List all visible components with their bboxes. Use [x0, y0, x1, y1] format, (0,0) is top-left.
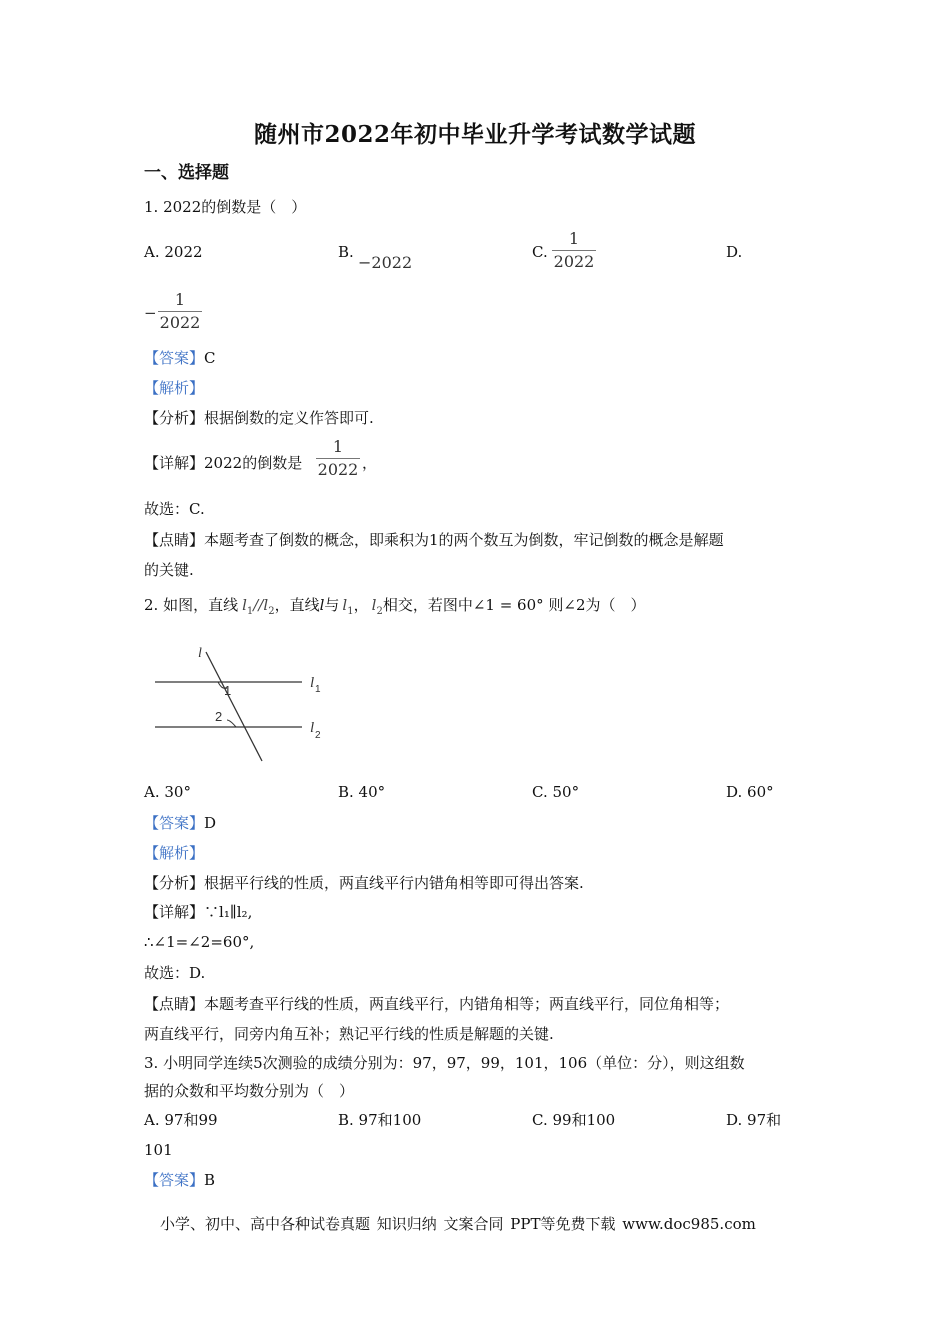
q2-option-b: B. 40°	[338, 783, 386, 801]
fraction-numerator: 1	[174, 290, 186, 309]
q1-xiangjie	[144, 453, 302, 473]
q1-option-b-value: −2022	[358, 253, 413, 272]
q2-option-c: C. 50°	[532, 783, 580, 801]
var-l: l	[319, 596, 325, 614]
answer-tag: 【答案】	[144, 1171, 205, 1189]
q3-option-a: A. 97和99	[144, 1111, 218, 1129]
xiangjie-tag: 【详解】	[144, 903, 205, 921]
q2-fenxi	[144, 873, 584, 893]
stem-text: 相交，若图中∠1 = 60° 则∠2为（ ）	[382, 596, 646, 614]
xiangjie-text: 2022的倒数是	[204, 454, 303, 472]
page-footer: 小学、初中、高中各种试卷真题 知识归纳 文案合同 PPT等免费下载 www.doc985.com	[160, 1215, 756, 1233]
page-title: 随州市2022年初中毕业升学考试数学试题	[253, 121, 696, 148]
q1-fenxi	[144, 408, 374, 428]
q2-dianjing-cont: 两直线平行，同旁内角互补；熟记平行线的性质是解题的关键.	[144, 1025, 554, 1043]
xiangjie-tag: 【详解】	[144, 454, 205, 472]
q1-option-d-sign: −	[144, 304, 157, 322]
var-l1: l	[242, 596, 247, 614]
fraction-denominator: 2022	[317, 460, 359, 479]
stem-text: 与	[324, 596, 340, 614]
q2-option-a: A. 30°	[144, 783, 191, 801]
dianjing-tag: 【点睛】	[144, 995, 205, 1013]
label-l2-sub: 2	[315, 730, 321, 741]
fraction-denominator: 2022	[159, 313, 201, 332]
section-heading: 一、选择题	[144, 163, 229, 183]
q3-option-c: C. 99和100	[532, 1111, 616, 1129]
q2-stem	[144, 595, 646, 622]
label-angle-1: 1	[224, 683, 232, 698]
fraction-denominator: 2022	[553, 252, 595, 271]
var-l2: l	[371, 596, 377, 614]
fenxi-text: 根据平行线的性质，两直线平行内错角相等即可得出答案.	[204, 874, 584, 892]
q3-stem-cont: 据的众数和平均数分别为（ ）	[144, 1082, 355, 1100]
q1-stem: 1. 2022的倒数是（ ）	[144, 198, 307, 216]
fraction-numerator: 1	[568, 229, 580, 248]
fenxi-tag: 【分析】	[144, 874, 205, 892]
label-l2: l	[310, 720, 315, 736]
angle-2-arc	[227, 720, 236, 727]
var-sub: 2	[268, 606, 275, 617]
q3-option-d-cont: 101	[144, 1141, 173, 1159]
fraction-bar	[158, 311, 202, 312]
q3-answer	[144, 1170, 215, 1190]
stem-text: ，直线	[274, 596, 320, 614]
fraction-bar	[316, 458, 360, 459]
q1-option-d-fraction	[158, 290, 202, 333]
q1-xiangjie-post: ，	[362, 454, 378, 472]
line-l	[206, 652, 262, 761]
answer-value: C	[204, 349, 216, 367]
q2-analysis-tag: 【解析】	[144, 844, 205, 862]
q2-dianjing	[144, 994, 729, 1014]
q2-xiangjie	[144, 902, 252, 922]
answer-value: B	[204, 1171, 216, 1189]
fenxi-tag: 【分析】	[144, 409, 205, 427]
q2-therefore: ∴∠1=∠2=60°,	[144, 933, 255, 951]
label-l: l	[198, 646, 202, 661]
q1-xiangjie-fraction	[316, 437, 360, 480]
q3-option-b: B. 97和100	[338, 1111, 422, 1129]
q1-option-b-label: B.	[338, 243, 354, 261]
q3-stem: 3. 小明同学连续5次测验的成绩分别为：97，97，99，101，106（单位：分），则这组数	[144, 1054, 745, 1072]
q1-dianjing	[144, 530, 724, 550]
stem-text: 2. 如图，直线	[144, 596, 239, 614]
label-l1: l	[310, 675, 315, 691]
answer-value: D	[204, 814, 217, 832]
label-angle-2: 2	[215, 709, 223, 724]
q2-guxuan: 故选：D.	[144, 964, 206, 982]
q1-analysis-tag: 【解析】	[144, 379, 205, 397]
var-sub: 2	[376, 606, 383, 617]
answer-tag: 【答案】	[144, 349, 205, 367]
xiangjie-text: ∵l₁∥l₂,	[204, 903, 253, 921]
var-l1: l	[342, 596, 348, 614]
var-l2: l	[263, 596, 269, 614]
dianjing-tag: 【点睛】	[144, 531, 205, 549]
q1-dianjing-cont: 的关键.	[144, 561, 194, 579]
fraction-numerator: 1	[332, 437, 344, 456]
dianjing-text: 本题考查平行线的性质，两直线平行，内错角相等；两直线平行，同位角相等；	[204, 995, 730, 1013]
answer-tag: 【答案】	[144, 814, 205, 832]
q2-option-d: D. 60°	[726, 783, 774, 801]
fenxi-text: 根据倒数的定义作答即可.	[204, 409, 374, 427]
parallel-symbol: //	[253, 596, 264, 614]
q1-option-a: A. 2022	[144, 243, 203, 261]
q1-guxuan: 故选：C.	[144, 500, 205, 518]
var-sub: 1	[347, 606, 354, 617]
q1-option-d-label: D.	[726, 243, 743, 261]
var-sub: 1	[246, 606, 254, 617]
fraction-bar	[552, 250, 596, 251]
q1-answer	[144, 348, 216, 368]
label-l1-sub: 1	[315, 684, 321, 695]
stem-text: ，	[353, 596, 369, 614]
q2-answer	[144, 813, 216, 833]
dianjing-text: 本题考查了倒数的概念，即乘积为1的两个数互为倒数，牢记倒数的概念是解题	[204, 531, 724, 549]
q1-option-c-fraction	[552, 229, 596, 272]
q1-option-c-label: C.	[532, 243, 548, 261]
q3-option-d: D. 97和	[726, 1111, 782, 1129]
parallel-lines-figure	[150, 640, 340, 770]
